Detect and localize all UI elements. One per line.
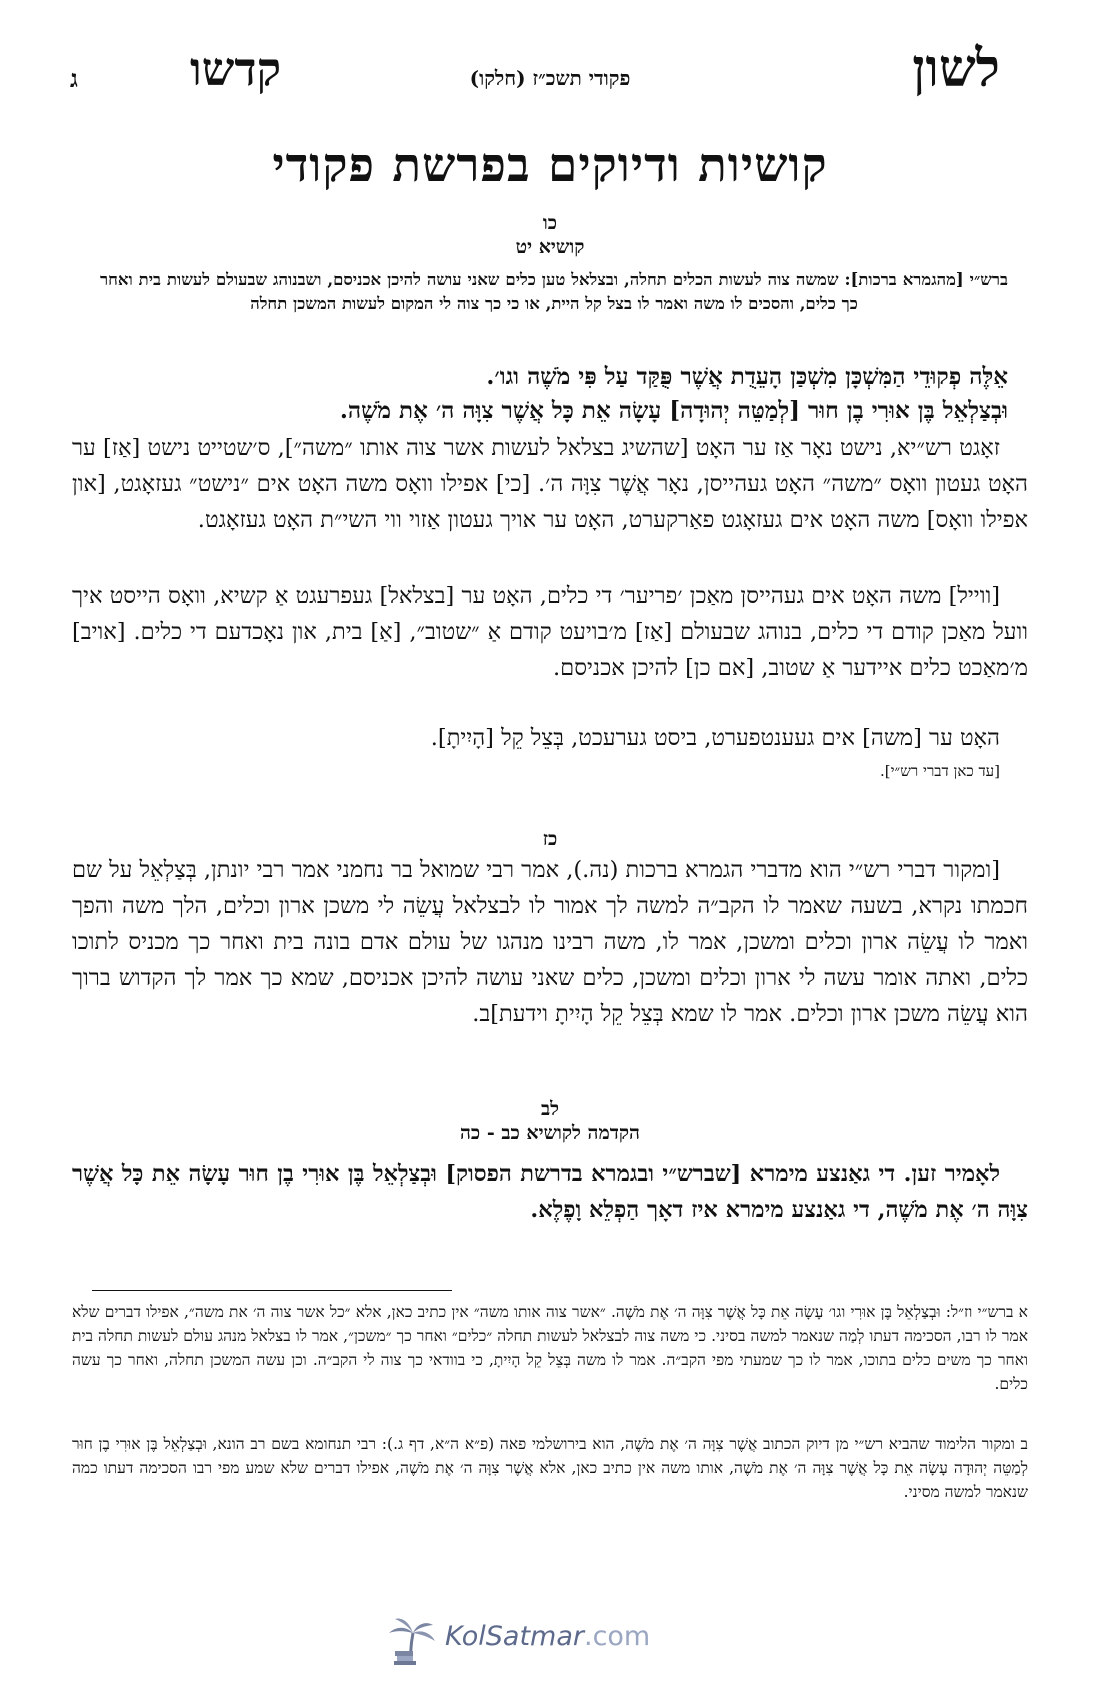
logo-text: [445, 1621, 650, 1652]
pasuk-1: אֵלֶּה פְקוּדֵי הַמִּשְׁכָּן מִשְׁכַּן הָעֵדֻת אֲשֶׁר פֻּקַּד עַל פִּי מֹשֶׁה וגו׳.: [486, 363, 1008, 390]
palm-tree-books-icon: [385, 1615, 437, 1667]
section-1-subtitle-block: [72, 236, 1028, 259]
section-1-end-note: [עד כאן דברי רש״י].: [880, 762, 1000, 780]
section-1-paragraph-2: [ווייל] משה האָט אים געהייסן מאַכן ׳פריער׳ די כלים, האָט ער [בצלאל] געפרעגט אַ קשיא, וואָס הייסט איך וועל מאַכן קודם די כלים, בנוהג שבעולם [אַז] מ׳בויעט קודם אַ ״שטוב״, [אַ] בית, און נאָכדעם די כלים. [אויב] מ׳מאַכט כלים איידער אַ שטוב, [אם כן] להיכן אכניסם.: [72, 583, 1028, 681]
section-1-intro: ברש״י [מהגמרא ברכות]: שמשה צוה לעשות הכלים תחלה, ובצלאל טען כלים שאני עושה להיכן אכניסם, ושבנוהג שבעולם לעשות בית ואחר כך כלים, והסכים לו משה ואמר לו בצל קל היית, או כי כך צוה לי המקום לעשות המשכן תחלה: [100, 270, 1008, 313]
section-1-paragraph-3: האָט ער [משה] אים געענטפערט, ביסט גערעכט, בְּצֵל קֵל [הָיִיתָ].: [430, 725, 1000, 751]
header-brand-left: קדשו: [190, 42, 282, 96]
logo-name: KolSatmar: [445, 1621, 584, 1652]
footnote-b: ב ומקור הלימוד שהביא רש״י מן דיוק הכתוב אֲשֶׁר צִוָּה ה׳ אֶת מֹשֶׁה, הוא בירושלמי פאה (פ״א ה״א, דף ג.): רבי תנחומא בשם רב הונא, וּבְצַלְאֵל בֶּן אוּרִי בֶן חוּר לְמַטֵּה יְהוּדָה עָשָׂה אֵת כָּל אֲשֶׁר צִוָּה ה׳ אֶת מֹשֶׁה, אותו משה אין כתיב כאן, אלא אֲשֶׁר צִוָּה ה׳ אֶת מֹשֶׁה, אפילו דברים שלא שמע מפי רבו הסכימה דעתו כמה שנאמר למשה מסיני.: [72, 1435, 1028, 1501]
header-brand-right: לשון: [912, 38, 1000, 99]
section-2-paragraph: [ומקור דברי רש״י הוא מדברי הגמרא ברכות (נה.), אמר רבי שמואל בר נחמני אמר רבי יונתן, בְּצַלְאֵל על שם חכמתו נקרא, בשעה שאמר לו הקב״ה למשה לך אמור לו לבצלאל עֲשֵׂה לי משכן ארון וכלים, הלך משה והפך ואמר לו עֲשֵׂה ארון וכלים ומשכן, אמר לו, משה רבינו מנהגו של עולם אדם בונה בית ואחר כך מכניס לתוכו כלים, ואתה אומר עשה לי ארון וכלים ומשכן, כלים שאני עושה להיכן אכניסם, שמא כך אמר לך הקדוש ברוך הוא עֲשֵׂה משכן ארון וכלים. אמר לו שמא בְּצֵל קֵל הָיִיתָ וידעת]ב.: [72, 857, 1028, 1027]
section-1-paragraph-1: זאָגט רש״יא, נישט נאָר אַז ער האָט [שהשיג בצלאל לעשות אשר צוה אותו ״משה״], ס׳שטייט נישט [אַז] ער האָט געטון וואָס ״משה״ האָט געהייסן, נאָר אֲשֶׁר צִוָּה ה׳. [כי] אפילו וואָס משה האָט אים ״נישט״ געזאָגט, [און אפילו וואָס] משה האָט אים געזאָגט פאַרקערט, האָט ער אויך געטון אַזוי ווי השי״ת האָט געזאָגט.: [72, 435, 1028, 533]
section-1-number: כו: [542, 212, 558, 234]
section-2-number-block: [72, 828, 1028, 851]
section-3-number: לב: [540, 1098, 560, 1120]
footnote-divider: [92, 1290, 452, 1291]
section-3-subtitle: הקדמה לקושיא כב - כה: [460, 1122, 640, 1144]
section-3-paragraph: לאָמיר זען. די גאַנצע מימרא [שברש״י ובגמרא בדרשת הפסוק] וּבְצַלְאֵל בֶּן אוּרִי בֶן חוּר עָשָׂה אֵת כָּל אֲשֶׁר צִוָּה ה׳ אֶת מֹשֶׁה, די גאַנצע מימרא איז דאָך הַפְלֵא וָפֶלֶא.: [72, 1161, 1028, 1223]
page-number: ג: [70, 64, 78, 93]
running-header: [60, 38, 1040, 108]
kolsatmar-logo: [385, 1615, 715, 1665]
section-1-number-block: [72, 212, 1028, 235]
section-1-subtitle: קושיא יט: [515, 236, 585, 258]
header-parsha: פקודי תשכ״ז (חלקו): [469, 66, 631, 90]
footnote-a: א ברש״י וז״ל: וּבְצַלְאֵל בֶּן אוּרִי וגו׳ עָשָׂה אֵת כָּל אֲשֶׁר צִוָּה ה׳ אֶת מֹשֶׁה. ״אשר צוה אותו משה״ אין כתיב כאן, אלא ״כל אשר צוה ה׳ את משה״, אפילו דברים שלא אמר לו רבו, הסכימה דעתו לְמַה שנאמר למשה בסיני. כי משה צוה לבצלאל לעשות תחלה ״כלים״ ואחר כך ״משכן״, אמר לו בצלאל מנהג עולם לעשות תחלה בית ואחר כך משים כלים בתוכו, אמר לו כך שמעתי מפי הקב״ה. אמר לו משה בְּצֵל קֵל הָיִיתָ, כי בוודאי כך צוה לי הקב״ה. וכן עשה המשכן תחלה, ואחר כך עשה כלים.: [72, 1303, 1028, 1393]
pasuk-2: וּבְצַלְאֵל בֶּן אוּרִי בֶן חוּר [לְמַטֵּה יְהוּדָה] עָשָׂה אֵת כָּל אֲשֶׁר צִוָּה ה׳ אֶת מֹשֶׁה.: [339, 397, 1008, 424]
section-3-number-block: [72, 1098, 1028, 1121]
section-2-number: כז: [542, 828, 558, 850]
section-3-subtitle-block: [72, 1122, 1028, 1145]
logo-domain: .com: [583, 1621, 651, 1652]
page-title: קושיות ודיוקים בפרשת פקודי: [272, 138, 828, 193]
